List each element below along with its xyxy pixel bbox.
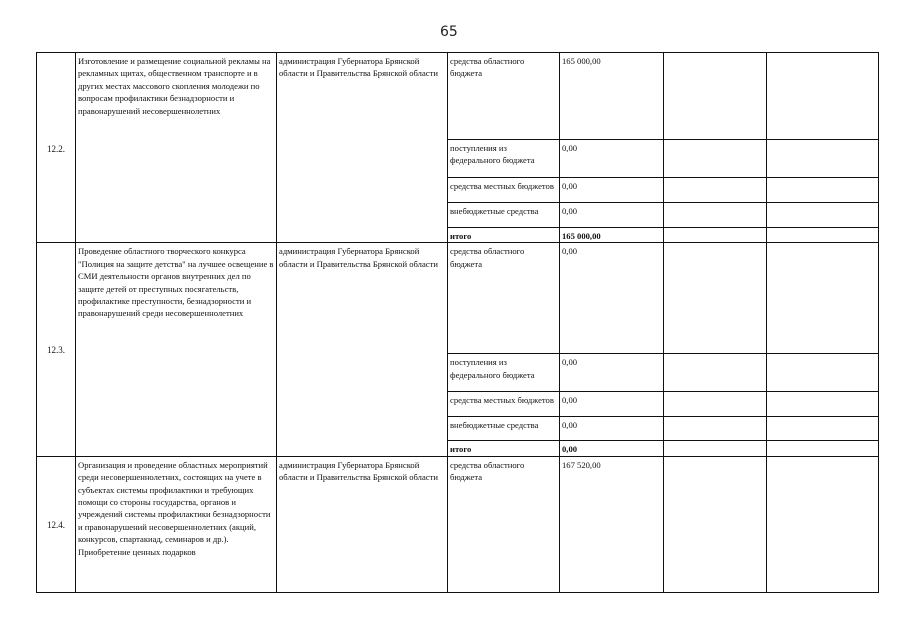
source-name: средства областного бюджета <box>448 53 560 140</box>
source-amount: 167 520,00 <box>560 456 664 592</box>
empty-cell <box>664 228 767 243</box>
empty-cell <box>767 354 879 392</box>
empty-cell <box>767 53 879 140</box>
table-row <box>37 456 879 592</box>
empty-cell <box>664 178 767 203</box>
total-label: итого <box>448 441 560 456</box>
total-label: итого <box>448 228 560 243</box>
total-amount: 0,00 <box>560 441 664 456</box>
source-name: средства местных бюджетов <box>448 178 560 203</box>
empty-cell <box>664 140 767 178</box>
table-row <box>37 53 879 140</box>
source-name: поступления из федерального бюджета <box>448 354 560 392</box>
empty-cell <box>664 203 767 228</box>
empty-cell <box>767 243 879 354</box>
empty-cell <box>664 392 767 417</box>
event-description: Организация и проведение областных мероприятий среди несовершеннолетних, состоящих на учете в субъектах системы профилактики и требующих помощи со стороны государства, органов и учреждений системы профилактики безнадзорности и правонарушений несовершеннолетних (акций, конкурсов, спартакиад, семинаров и др.). Приобретение ценных подарков <box>76 456 277 592</box>
empty-cell <box>664 441 767 456</box>
empty-cell <box>664 53 767 140</box>
total-amount: 165 000,00 <box>560 228 664 243</box>
empty-cell <box>767 417 879 441</box>
source-amount: 0,00 <box>560 203 664 228</box>
table-row <box>37 243 879 354</box>
source-name: поступления из федерального бюджета <box>448 140 560 178</box>
row-number: 12.2. <box>37 53 76 243</box>
empty-cell <box>664 456 767 592</box>
source-amount: 0,00 <box>560 392 664 417</box>
empty-cell <box>767 140 879 178</box>
source-amount: 0,00 <box>560 140 664 178</box>
row-number: 12.4. <box>37 456 76 592</box>
executor: администрация Губернатора Брянской области и Правительства Брянской области <box>277 456 448 592</box>
source-amount: 0,00 <box>560 354 664 392</box>
empty-cell <box>664 243 767 354</box>
empty-cell <box>664 354 767 392</box>
empty-cell <box>767 392 879 417</box>
empty-cell <box>767 228 879 243</box>
source-name: внебюджетные средства <box>448 203 560 228</box>
source-amount: 0,00 <box>560 417 664 441</box>
event-description: Изготовление и размещение социальной рекламы на рекламных щитах, общественном транспорте и в других местах массового скопления молодежи по вопросам профилактики безнадзорности и правонарушений несовершеннолетних <box>76 53 277 243</box>
source-name: средства областного бюджета <box>448 456 560 592</box>
empty-cell <box>767 178 879 203</box>
empty-cell <box>767 203 879 228</box>
budget-table <box>36 52 879 593</box>
row-number: 12.3. <box>37 243 76 456</box>
source-amount: 165 000,00 <box>560 53 664 140</box>
empty-cell <box>767 441 879 456</box>
page-number: 65 <box>440 24 458 40</box>
source-amount: 0,00 <box>560 243 664 354</box>
budget-table-container <box>36 52 879 593</box>
source-name: средства местных бюджетов <box>448 392 560 417</box>
source-name: внебюджетные средства <box>448 417 560 441</box>
empty-cell <box>664 417 767 441</box>
executor: администрация Губернатора Брянской области и Правительства Брянской области <box>277 243 448 456</box>
source-name: средства областного бюджета <box>448 243 560 354</box>
empty-cell <box>767 456 879 592</box>
executor: администрация Губернатора Брянской области и Правительства Брянской области <box>277 53 448 243</box>
source-amount: 0,00 <box>560 178 664 203</box>
event-description: Проведение областного творческого конкурса "Полиция на защите детства" на лучшее освещение в СМИ деятельности органов внутренних дел по защите детей от преступных посягательств, профилактике преступности, безнадзорности и правонарушений среди несовершеннолетних <box>76 243 277 456</box>
